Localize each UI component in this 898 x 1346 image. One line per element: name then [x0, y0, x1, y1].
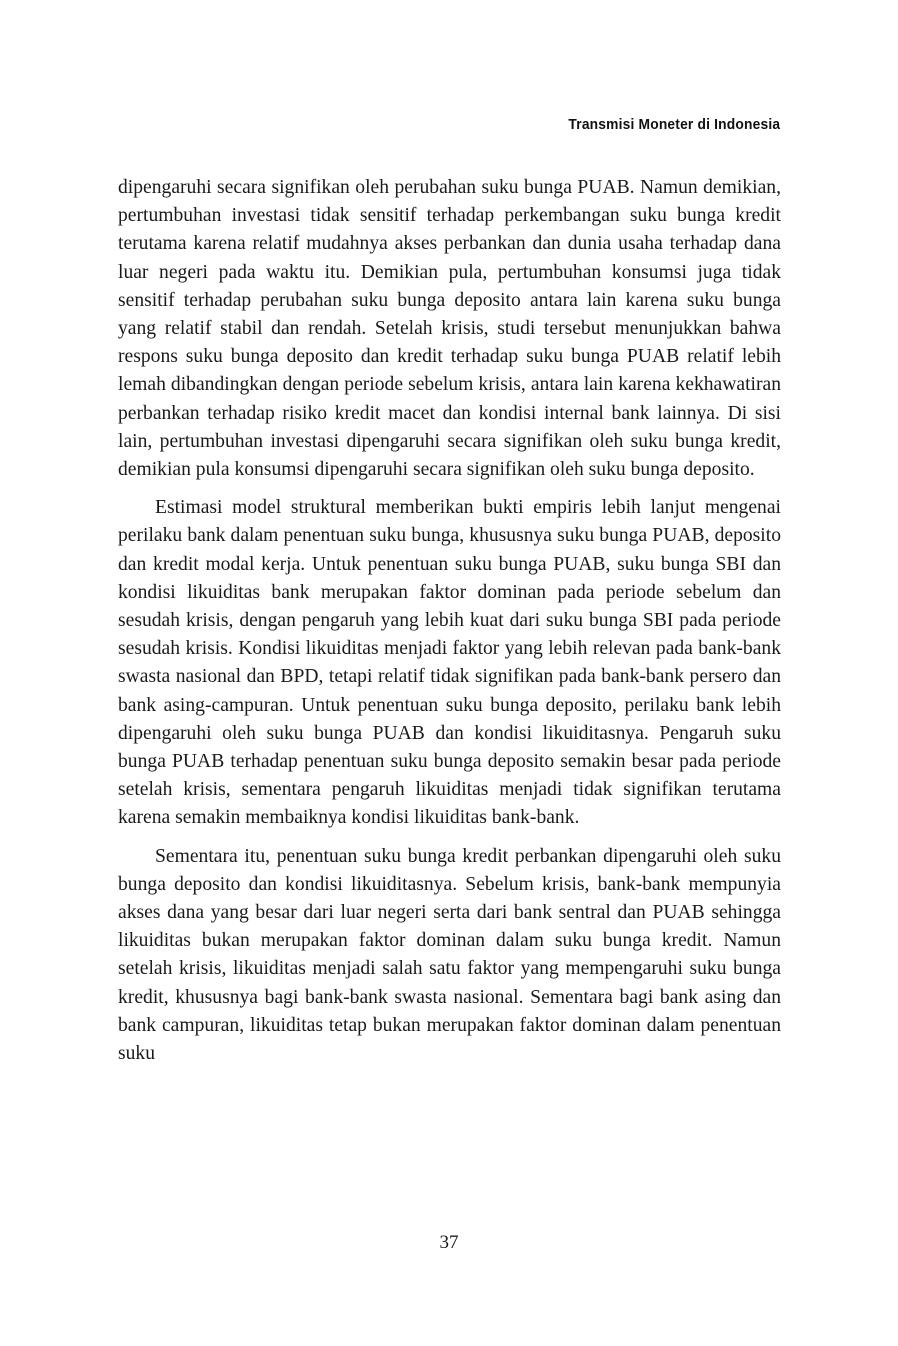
body-text [118, 174, 781, 1078]
paragraph: Sementara itu, penentuan suku bunga kredit perbankan dipengaruhi oleh suku bunga deposito dan kondisi likuiditasnya. Sebelum krisis, bank-bank mempunyia akses dana yang besar dari luar negeri serta dari bank sentral dan PUAB sehingga likuiditas bukan merupakan faktor dominan dalam suku bunga kredit. Namun setelah krisis, likuiditas menjadi salah satu faktor yang mempengaruhi suku bunga kredit, khususnya bagi bank-bank swasta nasional. Sementara bagi bank asing dan bank campuran, likuiditas tetap bukan merupakan faktor dominan dalam penentuan suku [118, 845, 781, 1065]
paragraph: Estimasi model struktural memberikan bukti empiris lebih lanjut mengenai perilaku bank dalam penentuan suku bunga, khususnya suku bunga PUAB, deposito dan kredit modal kerja. Untuk penentuan suku bunga PUAB, suku bunga SBI dan kondisi likuiditas bank merupakan faktor dominan pada periode sebelum dan sesudah krisis, dengan pengaruh yang lebih kuat dari suku bunga SBI pada periode sesudah krisis. Kondisi likuiditas menjadi faktor yang lebih relevan pada bank-bank swasta nasional dan BPD, tetapi relatif tidak signifikan pada bank-bank persero dan bank asing-campuran. Untuk penentuan suku bunga deposito, perilaku bank lebih dipengaruhi oleh suku bunga PUAB dan kondisi likuiditasnya. Pengaruh suku bunga PUAB terhadap penentuan suku bunga deposito semakin besar pada periode setelah krisis, sementara pengaruh likuiditas menjadi tidak signifikan terutama karena semakin membaiknya kondisi likuiditas bank-bank. [118, 497, 781, 829]
running-header: Transmisi Moneter di Indonesia [568, 116, 780, 133]
page-number: 37 [439, 1232, 459, 1253]
paragraph-continuation: dipengaruhi secara signifikan oleh perubahan suku bunga PUAB. Namun demikian, pertumbuhan investasi tidak sensitif terhadap perkembangan suku bunga kredit terutama karena relatif mudahnya akses perbankan dan dunia usaha terhadap dana luar negeri pada waktu itu. Demikian pula, pertumbuhan konsumsi juga tidak sensitif terhadap perubahan suku bunga deposito antara lain karena suku bunga yang relatif stabil dan rendah. Setelah krisis, studi tersebut menunjukkan bahwa respons suku bunga deposito dan kredit terhadap suku bunga PUAB relatif lebih lemah dibandingkan dengan periode sebelum krisis, antara lain karena kekhawatiran perbankan terhadap risiko kredit macet dan kondisi internal bank lainnya. Di sisi lain, pertumbuhan investasi dipengaruhi secara signifikan oleh suku bunga kredit, demikian pula konsumsi dipengaruhi secara signifikan oleh suku bunga deposito. [118, 177, 781, 481]
